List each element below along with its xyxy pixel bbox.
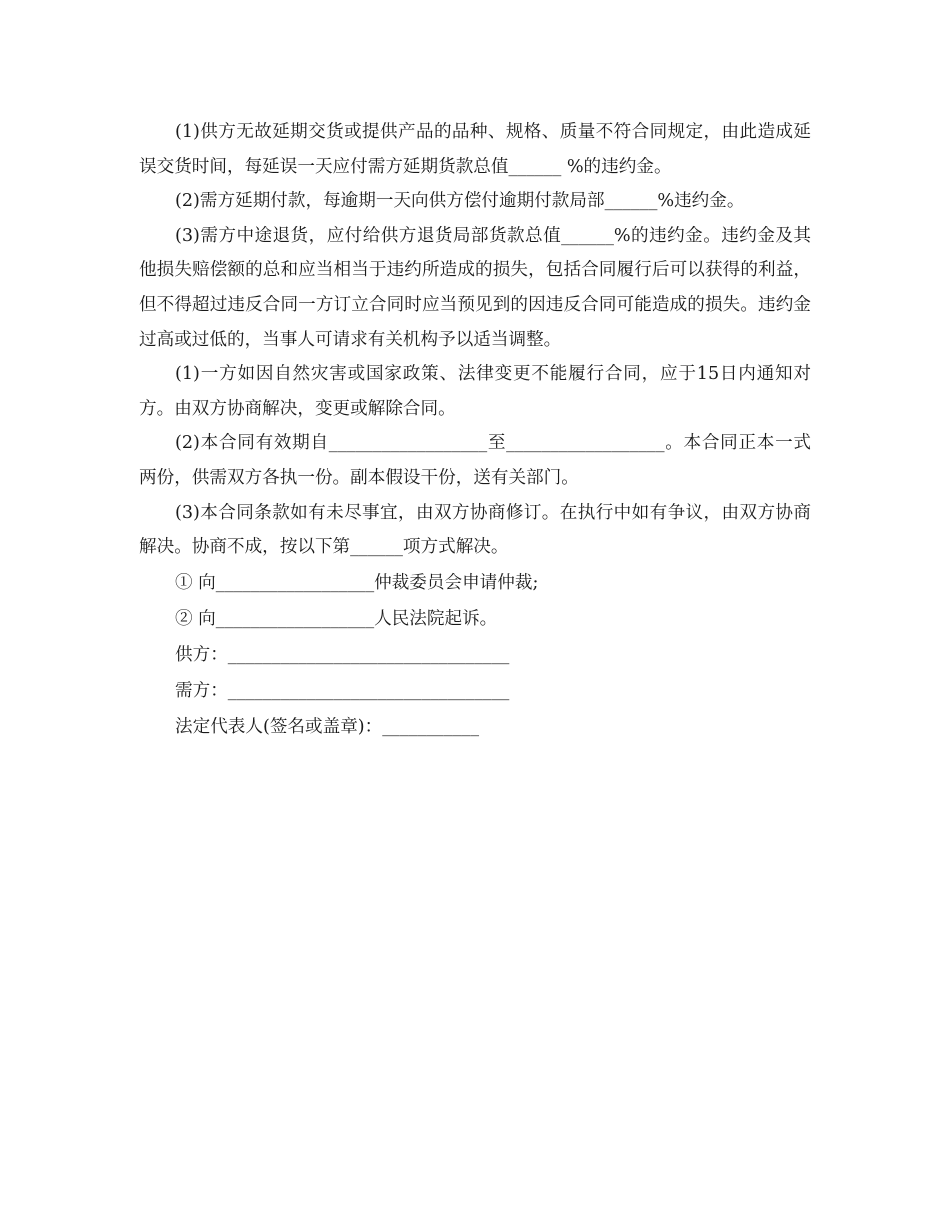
clause-dispute-resolution: (3)本合同条款如有未尽事宜，由双方协商修订。在执行中如有争议，由双方协商解决。协商不成，按以下第______项方式解决。 [139, 502, 811, 558]
clause-force-majeure: (1)一方如因自然灾害或国家政策、法律变更不能履行合同，应于15日内通知对方。由双方协商解决，变更或解除合同。 [139, 364, 811, 419]
clause-buyer-delay: (2)需方延期付款，每逾期一天向供方偿付逾期付款局部______%违约金。 [175, 191, 745, 212]
signature-buyer: 需方：________________________________ [175, 680, 510, 701]
contract-page [139, 115, 811, 745]
option-arbitration: ① 向__________________仲裁委员会申请仲裁; [175, 572, 539, 593]
option-court: ② 向__________________人民法院起诉。 [175, 608, 498, 629]
clause-supplier-delay: (1)供方无故延期交货或提供产品的品种、规格、质量不符合同规定，由此造成延误交货时间，每延误一天应付需方延期货款总值______ %的违约金。 [139, 122, 811, 177]
signature-supplier: 供方：________________________________ [175, 644, 510, 665]
clause-buyer-return: (3)需方中途退货，应付给供方退货局部货款总值______%的违约金。违约金及其他损失赔偿额的总和应当相当于违约所造成的损失，包括合同履行后可以获得的利益，但不得超过违反合同一方订立合同时应当预见到的因违反合同可能造成的损失。违约金过高或过低的，当事人可请求有关机构予以适当调整。 [139, 225, 811, 350]
signature-legal-rep: 法定代表人(签名或盖章)：___________ [175, 716, 480, 737]
clause-validity-period: (2)本合同有效期自__________________至__________________。本合同正本一式两份，供需双方各执一份。副本假设干份，送有关部门。 [139, 433, 811, 488]
